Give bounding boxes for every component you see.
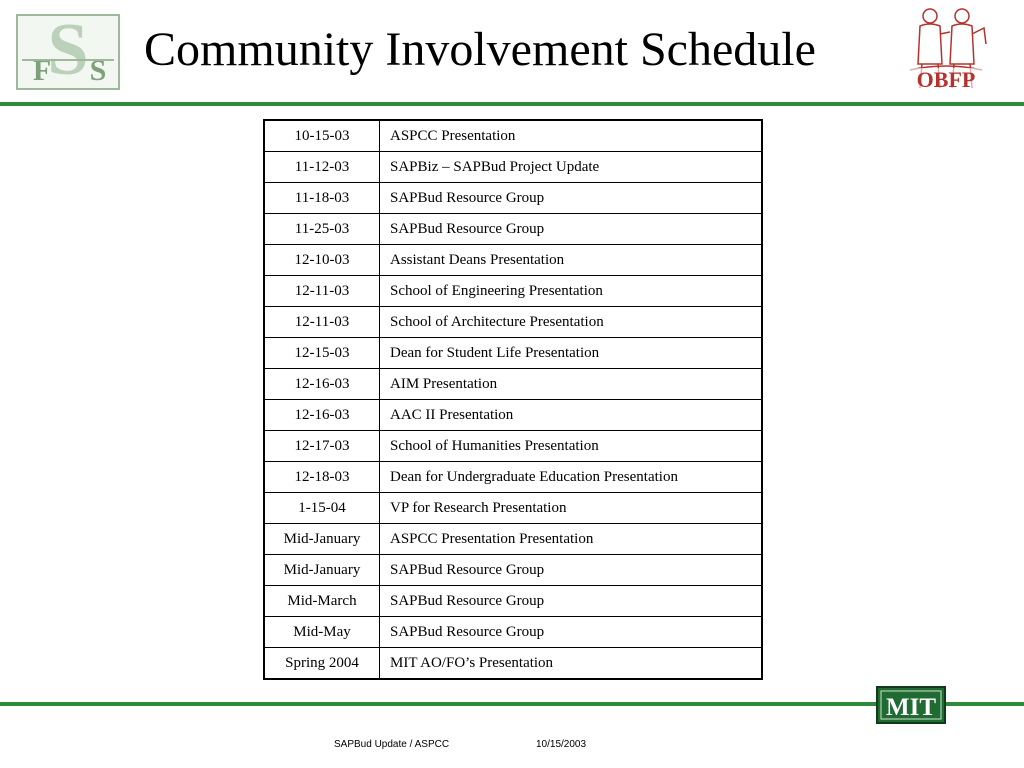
svg-text:S: S [89, 54, 107, 87]
schedule-event: SAPBud Resource Group [380, 214, 763, 245]
svg-text:F: F [32, 54, 52, 87]
schedule-date: Mid-January [264, 524, 380, 555]
table-row [264, 307, 762, 338]
schedule-event: SAPBud Resource Group [380, 555, 763, 586]
schedule-date: 12-16-03 [264, 400, 380, 431]
table-row [264, 648, 762, 680]
page-title: Community Involvement Schedule [144, 23, 816, 76]
schedule-table [263, 119, 763, 680]
schedule-event: AIM Presentation [380, 369, 763, 400]
schedule-date: 11-25-03 [264, 214, 380, 245]
table-row [264, 120, 762, 152]
schedule-date: 12-18-03 [264, 462, 380, 493]
table-row [264, 338, 762, 369]
schedule-date: 12-17-03 [264, 431, 380, 462]
schedule-date: 10-15-03 [264, 120, 380, 152]
schedule-event: School of Engineering Presentation [380, 276, 763, 307]
schedule-event: Dean for Undergraduate Education Presentation [380, 462, 763, 493]
schedule-date: 12-11-03 [264, 276, 380, 307]
schedule-date: 1-15-04 [264, 493, 380, 524]
table-row [264, 462, 762, 493]
schedule-event: SAPBud Resource Group [380, 586, 763, 617]
schedule-date: 12-15-03 [264, 338, 380, 369]
fss-logo [16, 14, 120, 90]
schedule-date: 12-11-03 [264, 307, 380, 338]
schedule-date: 12-16-03 [264, 369, 380, 400]
schedule-date: Mid-January [264, 555, 380, 586]
footer-rule [0, 702, 1024, 706]
table-row [264, 152, 762, 183]
table-row [264, 431, 762, 462]
schedule-event: SAPBiz – SAPBud Project Update [380, 152, 763, 183]
table-row [264, 555, 762, 586]
svg-text:OBFP: OBFP [916, 67, 976, 92]
table-row [264, 493, 762, 524]
schedule-date: 12-10-03 [264, 245, 380, 276]
table-row [264, 586, 762, 617]
schedule-event: SAPBud Resource Group [380, 183, 763, 214]
schedule-event: ASPCC Presentation Presentation [380, 524, 763, 555]
table-row [264, 245, 762, 276]
header-rule [0, 102, 1024, 106]
schedule-event: ASPCC Presentation [380, 120, 763, 152]
schedule-date: Spring 2004 [264, 648, 380, 680]
footer-date: 10/15/2003 [536, 739, 587, 750]
schedule-date: 11-12-03 [264, 152, 380, 183]
obfp-logo [900, 4, 992, 96]
table-row [264, 183, 762, 214]
table-row [264, 369, 762, 400]
schedule-event: School of Humanities Presentation [380, 431, 763, 462]
footer-text: SAPBud Update / ASPCC [334, 739, 450, 750]
table-row [264, 400, 762, 431]
schedule-event: MIT AO/FO’s Presentation [380, 648, 763, 680]
schedule-event: Assistant Deans Presentation [380, 245, 763, 276]
mit-logo [876, 686, 946, 724]
svg-text:MIT: MIT [886, 694, 936, 721]
schedule-date: 11-18-03 [264, 183, 380, 214]
schedule-date: Mid-March [264, 586, 380, 617]
schedule-event: VP for Research Presentation [380, 493, 763, 524]
schedule-event: SAPBud Resource Group [380, 617, 763, 648]
table-row [264, 214, 762, 245]
table-row [264, 276, 762, 307]
schedule-event: Dean for Student Life Presentation [380, 338, 763, 369]
svg-text:S: S [47, 14, 89, 90]
schedule-date: Mid-May [264, 617, 380, 648]
schedule-event: AAC II Presentation [380, 400, 763, 431]
table-row [264, 617, 762, 648]
table-row [264, 524, 762, 555]
schedule-event: School of Architecture Presentation [380, 307, 763, 338]
